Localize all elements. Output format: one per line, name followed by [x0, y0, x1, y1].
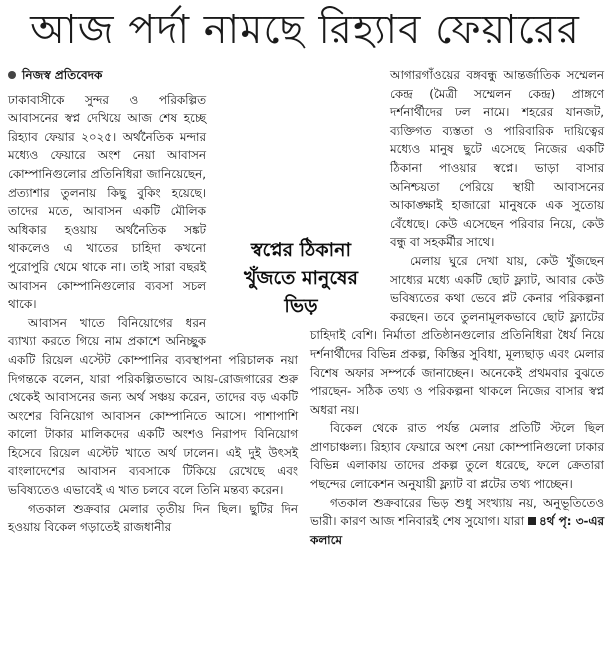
pullquote-line: ভিড় — [284, 295, 318, 317]
headline: আজ পর্দা নামছে রিহ্যাব ফেয়ারের — [30, 6, 580, 53]
pullquote-line: খুঁজতে মানুষের — [244, 267, 358, 289]
square-bullet-icon — [528, 517, 536, 525]
byline — [8, 66, 298, 85]
pullquote — [212, 230, 390, 326]
paragraph: আবাসন খাতে বিনিয়োগের ধরন ব্যাখ্যা করতে গিয়ে নাম প্রকাশে অনিচ্ছুক একটি রিয়েল এস্টেট কোম্পানির ব্যবস্থাপনা পরিচালক নয়া দিগন্তকে বলেন, যারা পরিকল্পিতভাবে আয়-রোজগারের শুরু থেকেই আবাসনের জন্য অর্থ সঞ্চয় করেন, তাদের বড় একটি অংশের বিনিয়োগ আবাসন কোম্পানিতে আসে। পাশাপাশি কালো টাকার মালিকদের একটি অংশও নিরাপদ বিনিয়োগ হিসেবে রিয়েল এস্টেট খাতে অর্থ ঢালেন। এই দুই উৎসই বাংলাদেশের আবাসন ব্যবসাকে টিকিয়ে রেখেছে এবং ভবিষ্যতেও এভাবেই এ খাত চলবে বলে তিনি মন্তব্য করেন। — [8, 315, 298, 498]
paragraph: বিকেল থেকে রাত পর্যন্ত মেলার প্রতিটি স্টলে ছিল প্রাণচাঞ্চল্য। রিহ্যাব ফেয়ারে অংশ নেয়া কোম্পানিগুলো ঢাকার বিভিন্ন এলাকায় তাদের প্রকল্প তুলে ধরেছে, ফলে ক্রেতারা পছন্দের লোকেশন অনুযায়ী ফ্ল্যাট বা প্লটের তথ্য পাচ্ছেন। — [310, 421, 604, 492]
jump-text: ৪র্থ পৃ: ৩-এর কলামে — [310, 514, 604, 547]
paragraph: আগারগাঁওয়ের বঙ্গবন্ধু আন্তর্জাতিক সম্মেলন কেন্দ্র (মৈত্রী সম্মেলন কেন্দ্র) প্রাঙ্গণে দর্শনার্থীদের ঢল নামে। শহরের যানজট, ব্যক্তিগত ব্যস্ততা ও পারিবারিক দায়িত্বের মধ্যেও মানুষ ছুটে এসেছে নিজের একটি ঠিকানা পাওয়ার স্বপ্নে। ভাড়া বাসার অনিশ্চয়তা পেরিয়ে স্থায়ী আবাসনের আকাঙ্ক্ষাই হাজারো মানুষকে এক সুতোয় বেঁধেছে। কেউ এসেছেন পরিবার নিয়ে, কেউ বন্ধু বা সহকর্মীর সাথে। — [390, 68, 604, 250]
paragraph — [310, 494, 604, 550]
byline-text: নিজস্ব প্রতিবেদক — [22, 68, 103, 82]
paragraph: গতকাল শুক্রবার মেলার তৃতীয় দিন ছিল। ছুটির দিন হওয়ায় বিকেল গড়াতেই রাজধানীর — [8, 501, 298, 535]
bullet-icon — [8, 71, 16, 79]
paragraph: মেলায় ঘুরে দেখা যায়, কেউ খুঁজছেন সাধ্যের মধ্যে একটি ছোট ফ্ল্যাট, আবার কেউ ভবিষ্যতের কথা ভেবে প্লট কেনার পরিকল্পনা করছেন। তবে তুলনামূলকভাবে ছোট ফ্ল্যাটের চাহিদাই বেশি। নির্মাতা প্রতিষ্ঠানগুলোর প্রতিনিধিরা ধৈর্য নিয়ে দর্শনার্থীদের বিভিন্ন প্রকল্প, কিস্তির সুবিধা, মূল্যছাড় এবং মেলার বিশেষ অফার সম্পর্কে জানাচ্ছেন। অনেকেই প্রথমবার বুঝতে পারছেন- সঠিক তথ্য ও পরিকল্পনা থাকলে নিজের বাসার স্বপ্ন অধরা নয়। — [310, 253, 604, 417]
pullquote-line: স্বপ্নের ঠিকানা — [250, 239, 351, 261]
paragraph-text: গতকাল শুক্রবারের ভিড় শুধু সংখ্যায় নয়, অনুভূতিতেও ভারী। কারণ আজ শনিবারই শেষ সুযোগ। যারা — [310, 495, 604, 529]
paragraph: ঢাকাবাসীকে সুন্দর ও পরিকল্পিত আবাসনের স্বপ্ন দেখিয়ে আজ শেষ হচ্ছে রিহ্যাব ফেয়ার ২০২৫। অর্থনৈতিক মন্দার মধ্যেও ফেয়ারে অংশ নেয়া আবাসন কোম্পানিগুলোর প্রতিনিধিরা জানিয়েছেন, প্রত্যাশার তুলনায় কিছু বুকিং হয়েছে। তাদের মতে, আবাসন একটি মৌলিক অধিকার হওয়ায় অর্থনৈতিক সঙ্কট থাকলেও এ খাতের চাহিদা কখনো পুরোপুরি থেমে থাকে না। তাই সারা বছরই আবাসন কোম্পানিগুলোর ব্যবসা সচল থাকে। — [8, 92, 206, 312]
